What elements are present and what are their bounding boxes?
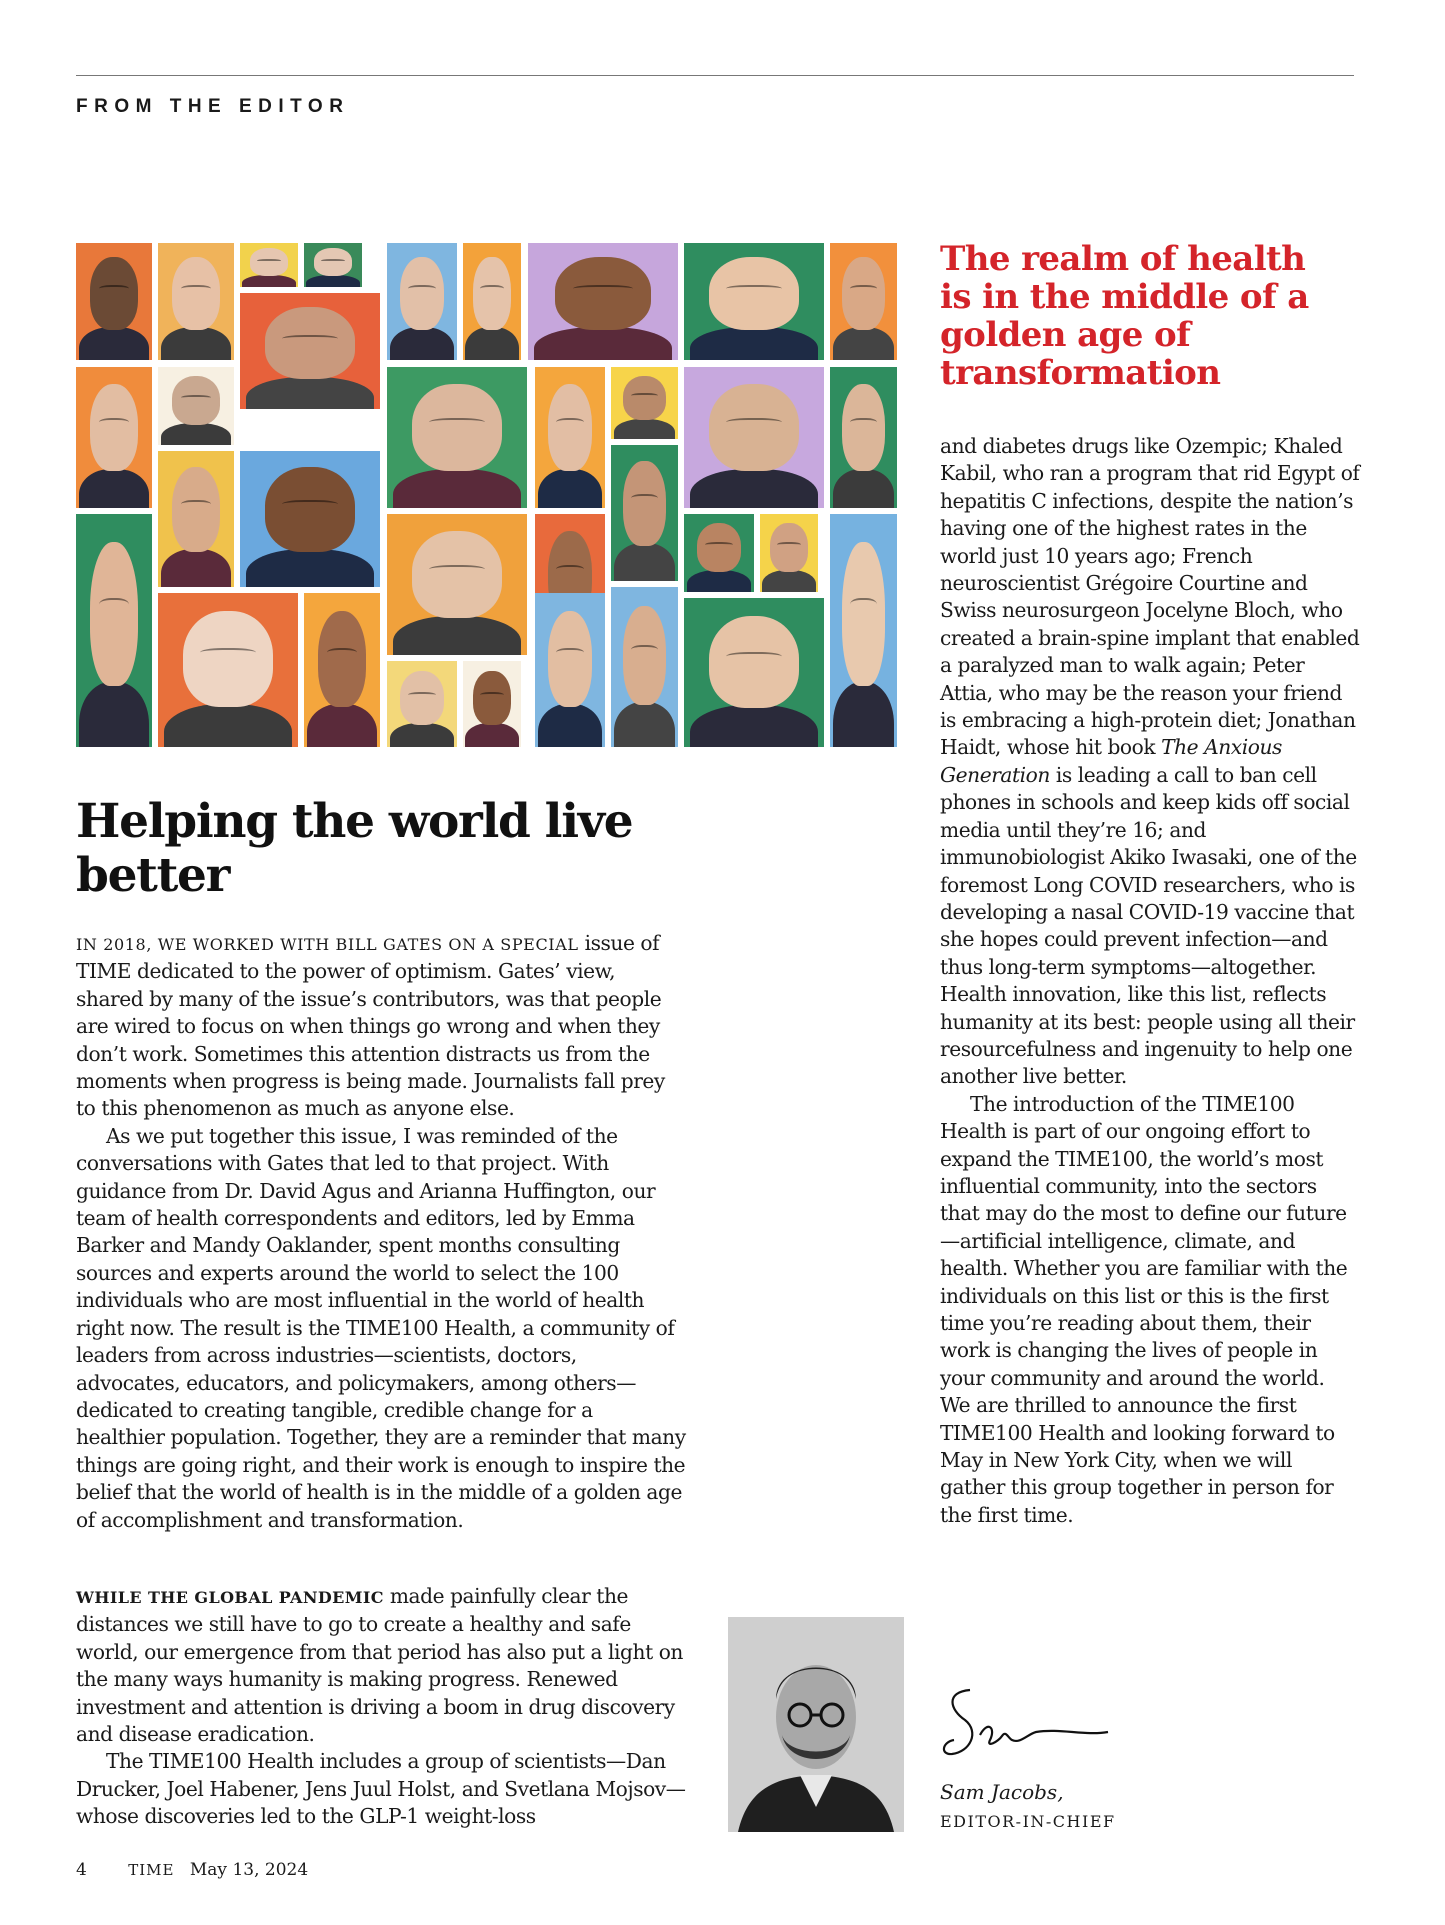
collage-portrait — [684, 243, 824, 360]
pull-quote: The realm of health is in the middle of a golden age of transformation — [940, 239, 1309, 393]
collage-portrait — [760, 514, 818, 592]
collage-portrait — [240, 451, 380, 587]
collage-portrait — [304, 593, 380, 747]
collage-portrait — [158, 243, 234, 360]
collage-portrait — [158, 593, 298, 747]
collage-portrait — [830, 514, 897, 747]
paragraph-1-lead: IN 2018, WE WORKED WITH BILL GATES ON A SPECIAL — [76, 935, 579, 954]
paragraph-1 — [76, 930, 686, 1123]
collage-portrait — [684, 598, 824, 747]
collage-portrait — [76, 367, 152, 508]
paragraph-6: The introduction of the TIME100 Health is part of our ongoing effort to expand the TIME100, the world’s most influential community, into the sectors that may do the most to define our future—artificial intelligence, climate, and health. Whether you are familiar with the individuals on this list or this is the first time you’re reading about them, their work is changing the lives of people in your community and around the world. We are thrilled to announce the first TIME100 Health and looking forward to May in New York City, when we will gather this group together in person for the first time. — [940, 1091, 1348, 1527]
collage-portrait — [684, 514, 754, 592]
paragraph-5 — [940, 433, 1360, 1091]
collage-portrait — [387, 514, 527, 655]
magazine-name: TIME — [128, 1861, 175, 1879]
paragraph-2: As we put together this issue, I was reminded of the conversations with Gates that led to that project. With guidance from Dr. David Agus and Arianna Huffington, our team of health correspondents and editors, led by Emma Barker and Mandy Oaklander, spent months consulting sources and experts around the world to select the 100 individuals who are most influential in the world of health right now. The result is the TIME100 Health, a community of leaders from across industries—scientists, doctors, advocates, educators, and policymakers, among others—dedicated to creating tangible, credible change for a healthier population. Together, they are a reminder that many things are going right, and their work is enough to inspire the belief that the world of health is in the middle of a golden age of accomplishment and transformation. — [76, 1123, 686, 1532]
paragraph-3 — [76, 1583, 686, 1748]
page-footer — [76, 1860, 308, 1880]
collage-portrait — [830, 243, 897, 360]
paragraph-5-text-a: and diabetes drugs like Ozempic; Khaled Kabil, who ran a program that rid Egypt of hepatitis C infections, despite the nation’s having one of the highest rates in the world just 10 years ago; French neuroscientist Grégoire Courtine and Swiss neurosurgeon Jocelyne Bloch, who created a brain-spine implant that enabled a paralyzed man to walk again; Peter Attia, who may be the reason your friend is embracing a high-protein diet; Jonathan Haidt, whose hit book — [940, 434, 1360, 760]
paragraph-3-text: made painfully clear the distances we still have to go to create a healthy and safe world, our emergence from that period has also put a light on the many ways humanity is making progress. Renewed investment and attention is driving a boom in drug discovery and disease eradication. — [76, 1584, 683, 1747]
article-headline: Helping the world live better — [76, 794, 633, 903]
article-column-right — [940, 433, 1360, 1529]
collage-portrait — [535, 367, 605, 508]
collage-portrait — [387, 243, 457, 360]
collage-portrait — [76, 514, 152, 747]
article-column-left-bottom — [76, 1583, 686, 1831]
collage-portrait — [387, 367, 527, 508]
paragraph-3-lead: WHILE THE GLOBAL PANDEMIC — [76, 1588, 384, 1607]
collage-portrait — [830, 367, 897, 508]
section-kicker: FROM THE EDITOR — [76, 96, 350, 117]
collage-portrait — [304, 243, 362, 287]
editor-title: EDITOR-IN-CHIEF — [940, 1812, 1116, 1831]
header-rule — [76, 75, 1354, 76]
collage-portrait — [463, 243, 521, 360]
page-number: 4 — [76, 1860, 87, 1880]
signature — [940, 1680, 1120, 1770]
article-column-left-top — [76, 930, 686, 1534]
collage-portrait — [387, 661, 457, 747]
collage-portrait — [528, 243, 678, 360]
collage-portrait — [535, 593, 605, 747]
collage-portrait — [240, 293, 380, 409]
collage-portrait — [611, 367, 678, 439]
issue-date: May 13, 2024 — [189, 1860, 309, 1880]
collage-portrait — [463, 661, 521, 747]
paragraph-4: The TIME100 Health includes a group of scientists—Dan Drucker, Joel Habener, Jens Juul Holst, and Svetlana Mojsov—whose discoveries led to the GLP-1 weight-loss — [76, 1749, 686, 1829]
portrait-collage — [76, 243, 897, 747]
collage-portrait — [611, 445, 678, 581]
collage-portrait — [240, 243, 298, 287]
collage-portrait — [158, 367, 234, 445]
paragraph-5-text-b: is leading a call to ban cell phones in schools and keep kids off social media until they’re 16; and immunobiologist Akiko Iwasaki, one of the foremost Long COVID researchers, who is developing a nasal COVID-19 vaccine that she hopes could prevent infection—and thus long-term symptoms—altogether. Health innovation, like this list, reflects humanity at its best: people using all their resourcefulness and ingenuity to help one another live better. — [940, 762, 1357, 1089]
paragraph-1-text: issue of TIME dedicated to the power of optimism. Gates’ view, shared by many of the issue’s contributors, was that people are wired to focus on when things go wrong and when they don’t work. Sometimes this attention distracts us from the moments when progress is being made. Journalists fall prey to this phenomenon as much as anyone else. — [76, 931, 665, 1121]
collage-portrait — [611, 587, 678, 747]
book-title: The Anxious Generation — [940, 735, 1282, 787]
collage-portrait — [76, 243, 152, 360]
collage-portrait — [684, 367, 824, 508]
collage-portrait — [158, 451, 234, 587]
editor-photo — [728, 1617, 904, 1832]
editor-name: Sam Jacobs, — [940, 1780, 1064, 1804]
